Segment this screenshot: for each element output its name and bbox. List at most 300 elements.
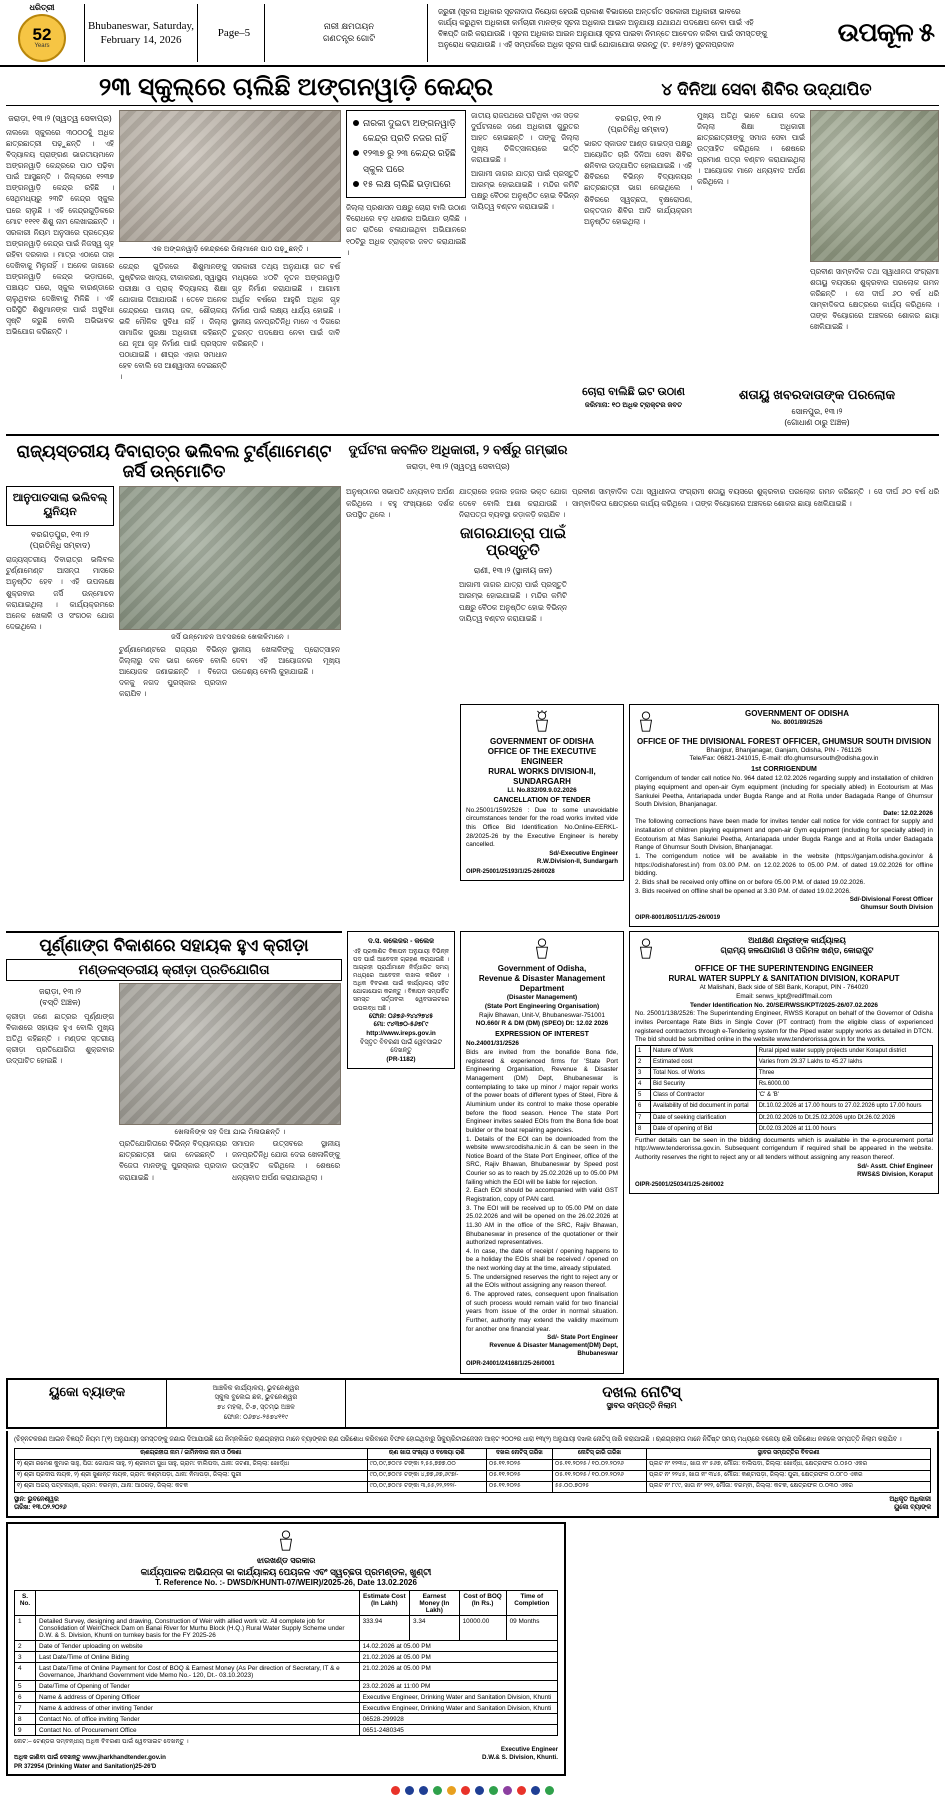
section-page-number: ୫ — [918, 16, 935, 47]
table-cell: ୦୫.୧୧.୨୦୨୫ / ୧୦.୦୨.୨୦୨୬ — [552, 1459, 646, 1470]
table-cell: Last Date/Time of Online Payment for Cost of BOQ & Earnest Money (As Per direction of Secretary, IT & e Governance, Jharkhand Government vide Memo No.- 120, Dt.- 03.10.2023) — [36, 1663, 360, 1681]
ad3-pr: (PR-1182) — [386, 1055, 416, 1063]
ad2-body: Corrigendum of tender call notice No. 964 dated 12.02.2026 regarding supply and installation of children playing equipment and open-air Gym equipment (including for specially abled) in Ecotourism at Mas Sankulei Peetha, Antariapada under Bugda Range and at Rolla under Badagada Range of Ghumsur South Division, Bhanjanagar. — [635, 775, 933, 809]
ad5-sd: Sd/- Asstt. Chief Engineer — [857, 1162, 933, 1170]
story5-sidebox — [6, 486, 114, 699]
ad3-ph1: ଫୋନ: ୦୬୭୬-୨୪୪୨୭୪୫ — [368, 1012, 434, 1020]
table-row — [15, 1725, 558, 1736]
table-cell: 5 — [15, 1681, 36, 1692]
table-cell: Date of Tender uploading on website — [36, 1641, 360, 1652]
story5-side-byline-1: ବରଗଡ଼ପୁର, ୧୩।୨ — [30, 529, 90, 539]
table-row — [636, 1112, 933, 1123]
ad3-body: ଏହି ପ୍ରକାଶିତ ବିଜ୍ଞାପନ ଅନୁଯାୟୀ ବିଭିନ୍ନ ପଦ ପାଇଁ ଆବେଦନ ଗ୍ରହଣ କରାଯାଉଛି । ଆଗ୍ରହୀ ପ୍ରାର୍ଥୀମାନେ ନିର୍ଦ୍ଧାରିତ ସମୟ ମଧ୍ୟରେ ଆବେଦନ ଦାଖଲ କରିବେ । ଅଧିକ ବିବରଣୀ ପାଇଁ କାର୍ଯ୍ୟାଳୟ ସହିତ ଯୋଗାଯୋଗ କରନ୍ତୁ । ବିଜ୍ଞାପନ ସମ୍ପର୍କିତ ସମସ୍ତ ସର୍ତ୍ତାବଳୀ ୱେବସାଇଟରେ ଉପଲବ୍ଧ ଅଛି । — [353, 948, 449, 1012]
story3-headline: ଚୋରା ବାଲିଛି ଇଟ ଉଠାଣ — [582, 386, 685, 399]
table-row — [15, 1481, 931, 1492]
section-title-text: ଉପକୂଳ — [837, 16, 913, 47]
column-2 — [119, 110, 341, 383]
bullet-text: ୧୫ ଲକ୍ଷ ଚାଲିଛି ଭଡ଼ାଘରେ — [363, 178, 451, 189]
ad2-tel: Tele/Fax: 06821-241015, E-mail: dfo.ghumsursouth@odisha.gov.in — [689, 755, 879, 763]
bank-footer-right — [889, 1496, 931, 1512]
ad4-dept: Revenue & Disaster Management Department — [478, 974, 606, 994]
page-number: Page–5 — [204, 4, 265, 62]
ad5-div: RURAL WATER SUPPLY & SANITATION DIVISION, KORAPUT — [668, 974, 900, 984]
ad5-body: No. 25001/138/2526: The Superintending Engineer, RWSS Koraput on behalf of the Governor of Odisha invites Percentage Rate Bids in Single Cover (PT contract) from the eligible class of experienced registered contractors through e-Tendering system for the Piped water supply works as detailed in DTCN. The bid should be submitted online in the website www.tenderorissa.gov.in for the works. — [635, 1010, 933, 1044]
table-cell: 4 — [15, 1663, 36, 1681]
lead-photo — [119, 110, 341, 242]
table-cell: 333.94 — [359, 1616, 409, 1641]
ad3-note: ବିସ୍ତୃତ ବିବରଣୀ ପାଇଁ ୱେବସାଇଟ ଦେଖନ୍ତୁ — [359, 1038, 443, 1055]
table-cell: ପ୍ଲଟ ନଂ ୮୯୯, ଖାତା ନଂ ୨୧୨, ମୌଜା: ବରମ୍ବା, ଜିଲ୍ଲା: କଟକ, କ୍ଷେତ୍ରଫଳ ୦.୦୩୦ ଏକର — [647, 1481, 931, 1492]
story8-byline — [6, 986, 114, 1008]
bank-notice-body-wrap — [6, 1431, 939, 1517]
table-row — [636, 1045, 933, 1056]
ad1-body: No.25001/159/2526 : Due to some unavoidable circumstances tender for the road works invited vide this Office Bid Identification No.Online-EERKL-28/2025-26 by the Executive Engineer is hereby cancelled. — [466, 806, 618, 849]
table-cell: 14.02.2026 at 05.00 PM — [359, 1641, 557, 1652]
masthead-notice — [434, 4, 779, 62]
bullet-text: ୧୨୩୭ ରୁ ୨୩ କେନ୍ଦ୍ର ରହିଛି ସ୍କୁଲ ଘରେ — [363, 148, 456, 174]
bank-branch-4: ଫୋନ: ୦୬୭୪-୨୫୭୪୧୧୯ — [223, 1414, 289, 1422]
ad3-web: http://www.ireps.gov.in — [366, 1029, 436, 1037]
ad5-table — [635, 1045, 933, 1135]
table-column-header: Time of Completion — [506, 1591, 557, 1616]
column-4 — [471, 110, 579, 383]
table-cell: 10000.00 — [459, 1616, 506, 1641]
story4-byline — [695, 406, 939, 428]
table-column-header: Estimate Cost (In Lakh) — [359, 1591, 409, 1616]
story3-sub: ଜରିମାନା: ୧୦ ଅଧିକ ଟ୍ରାକ୍ଟର ଜବତ — [584, 402, 683, 410]
story6-text-a: ଜାତୀୟ ରାଜପଥରେ ଘଟିଥିବା ଏକ ସଡ଼କ ଦୁର୍ଘଟନାରେ ଜଣେ ଅଧିକାରୀ ଗୁରୁତର ଆହତ ହୋଇଛନ୍ତି । ତାଙ୍କୁ ଜିଲ୍ଲା ମୁଖ୍ୟ ଚିକିତ୍ସାଳୟରେ ଭର୍ତ୍ତି କରାଯାଇଛି । — [471, 110, 579, 165]
story8-byline-1: ଜରାଡ଼ା, ୧୩।୨ — [38, 986, 82, 996]
story2-byline — [584, 113, 692, 135]
table-cell: ୧) ଶ୍ରୀ ଅଜୟ ପଟ୍ଟନାୟକ, ଗ୍ରାମ: ବରମ୍ବା, ଥାନା: ଆଠଗଡ଼, ଜିଲ୍ଲା: କଟକ — [15, 1481, 368, 1492]
table-cell: 3 — [636, 1068, 651, 1079]
logo-title: ଧରିତ୍ରୀ — [29, 3, 55, 12]
ad2-sd: Sd/-Divisional Forest Officer — [849, 896, 933, 904]
table-row — [636, 1123, 933, 1134]
color-registration-marks — [0, 1780, 945, 1799]
table-cell: Rs.6000.00 — [756, 1079, 932, 1090]
jharkhand-tender-ad — [6, 1522, 566, 1777]
bullet-dot-icon — [353, 120, 359, 126]
table-column-header: ନୋଟିସ୍ ଜାରି ତାରିଖ — [552, 1448, 646, 1459]
registration-dot — [391, 1786, 400, 1795]
ad5-oipr: OIPR-25001/25034/1/25-26/0002 — [635, 1181, 724, 1188]
table-cell: Contact No. of office inviting Tender — [36, 1714, 360, 1725]
story5-col2: ଟୁର୍ଣ୍ଣାମେଣ୍ଟରେ ରାଜ୍ୟର ବିଭିନ୍ନ ଜିଲ୍ଲାରୁ ଦଳ ଭାଗ ନେବେ ବୋଲି ଆୟୋଜକ ଜଣାଇଛନ୍ତି । ବିଜେତା ଦଳକୁ ନଗଦ ପୁରସ୍କାର ପ୍ରଦାନ କରାଯିବ । — [119, 645, 227, 699]
story2-col2: ମୁଖ୍ୟ ଅତିଥି ଭାବେ ଯୋଗ ଦେଇ ଜିଲ୍ଲା ଶିକ୍ଷା ଅଧିକାରୀ ଛାତ୍ରଛାତ୍ରୀଙ୍କୁ ସମାଜ ସେବା ପାଇଁ ଉତ୍ସାହିତ କରିଥିଲେ । ଶେଷରେ ପ୍ରମାଣ ପତ୍ର ବଣ୍ଟନ କରାଯାଇଥିଲା । ଆୟୋଜକ ମାନେ ଧନ୍ୟବାଦ ଅର୍ପଣ କରିଥିଲେ । — [697, 110, 805, 187]
table-cell: ୫୫.୦୦.୭୦୨୫ — [552, 1481, 646, 1492]
ad1-oipr: OIPR-25001/25193/1/25-26/0028 — [466, 868, 555, 875]
table-cell: 6 — [636, 1101, 651, 1112]
table-cell: 'C' & 'B' — [756, 1090, 932, 1101]
ad4-l3: 3. The EOI will be received up to 05.00 PM on date 25.02.2026 and will be opened on the 26.02.2026 at 11.30 AM in the office of the SRC, Rajiv Bhawan, Bhubaneswar in presence of the quotationer or their authorized representatives. — [466, 1204, 618, 1247]
anniversary-label: Years — [34, 43, 50, 49]
ad4-body: Bids are invited from the bonafide Bona fide, registered & experienced firms for 'State Port Engineering Organisation, Revenue & Disaster Management (DM) Dept, Bhubaneswar is contemplating to take up minor / major repair works of the power boats of different types of Steel, Fibre & Aluminium under its control to make those operable before the flood season. Hence The state Port Engineer invites sealed EOIs from the Bona fide boat builder or the boat repairing agencies. — [466, 1049, 618, 1134]
table-cell: Dt.10.02.2026 at 17.00 hours to 27.02.2026 upto 17.00 hours — [756, 1101, 932, 1112]
table-cell: Executive Engineer, Drinking Water and Sanitation Division, Khunti — [359, 1703, 557, 1714]
lead-byline: ଜରାଡ଼ା, ୧୩।୨ (ସ୍ୱତ୍ୱ ସେବାପ୍ର) — [8, 113, 112, 123]
table-cell: Contact No. of Procurement Office — [36, 1725, 360, 1736]
table-cell: 7 — [636, 1112, 651, 1123]
registration-dot — [489, 1786, 498, 1795]
story8-sub-headline: ମଣ୍ଡଳସ୍ତରୀୟ କ୍ରୀଡ଼ା ପ୍ରତିଯୋଗିତା — [78, 962, 270, 977]
ad1-sd: Sd/-Executive Engineer — [549, 849, 618, 857]
ad-college-wrap — [347, 931, 455, 1373]
table-cell: 3 — [15, 1652, 36, 1663]
emblem-icon — [531, 936, 553, 962]
tender-office: କାର୍ଯ୍ୟପାଳକ ଅଭିଯନ୍ତା କା କାର୍ଯ୍ୟାଳୟ ପେୟଜଳ ଏବଂ ସ୍ୱଚ୍ଛତା ପ୍ରମଣ୍ଡଳ, ଖୁଣ୍ଟୀ — [140, 1566, 432, 1577]
table-cell: ୦୫.୧୧.୨୦୨୫ — [486, 1481, 552, 1492]
story7-headline: ଜାଗରଯାତ୍ରା ପାଇଁ ପ୍ରସ୍ତୁତି — [459, 524, 567, 559]
ad5-top: ଅଧୀକ୍ଷଣ ଯନ୍ତ୍ରୀଙ୍କ କାର୍ଯ୍ୟାଳୟ — [748, 936, 846, 946]
notice-line4: ଅନୁରୋଧ କରାଯାଉଛି । ଏହି ସମ୍ପର୍କରେ ଅଧିକ ସୂଚନା ପାଇଁ ଯୋଗାଯୋଗ କରନ୍ତୁ (ଟ. ୫୧/୫୨) ସୁଚନାପ୍ରଦାନ — [438, 40, 735, 50]
bank-left-col — [8, 1380, 167, 1428]
notice-line3: ବିଜ୍ଞପ୍ତି ଜାରି କରାଯାଉଛି । ସୂଚନା ଅଧିକାର ଆଇନ ଅନୁଯାୟୀ ସୂଚନା ପାଇବା ନିମନ୍ତେ ଆବେଦନ କରିବା ପାଇଁ ସମସ୍ତଙ୍କୁ — [438, 29, 768, 39]
tender-header-row — [15, 1591, 558, 1616]
ad4-addr: Rajiv Bhawan, Unit-V, Bhubaneswar-751001 — [479, 1011, 605, 1019]
story5-headline: ରାଜ୍ୟସ୍ତରୀୟ ଦିବାରାତ୍ର ଭଲିବଲ ଟୁର୍ଣ୍ଣାମେଣ୍ଟ ଜର୍ସି ଉନ୍ମୋଚିତ — [16, 442, 332, 481]
table-cell: 4 — [636, 1079, 651, 1090]
table-cell: 7 — [15, 1703, 36, 1714]
table-row — [15, 1703, 558, 1714]
table-column-header: Earnest Money (In Lakh) — [410, 1591, 460, 1616]
ad2-body2: The following corrections have been made for invites tender call notice for vide contract for supply and installation of children playing equipment and open-air Gym equipment (including for specially abled) in Ecotourism at Mas Sankulei Peetha, Antariapada under Bugda Range and at Rolla under Badagada Range of Ghumsur South Division, Bhanjanagar. — [635, 818, 933, 852]
table-row — [15, 1459, 931, 1470]
bank-logo: ୟୁକୋ ବ୍ୟାଙ୍କ — [48, 1383, 126, 1399]
ad4-sd2: Revenue & Disaster Management(DM) Dept, Bhubaneswar — [489, 1342, 618, 1358]
table-cell: 21.02.2026 at 05.00 PM — [359, 1652, 557, 1663]
story4-extra: ପ୍ରବୀଣ ସାମ୍ବାଦିକ ତଥା ସ୍ୱାଧୀନତା ସଂଗ୍ରାମୀ ଶତାୟୁ ବୟସରେ ଶୁକ୍ରବାର ପରଲୋକ ଗମନ କରିଛନ୍ତି । ସେ ଦୀର୍ଘ ୬୦ ବର୍ଷ ଧରି ସାମ୍ବାଦିକତା କ୍ଷେତ୍ରରେ କାର୍ଯ୍ୟ କରିଥିଲେ । ତାଙ୍କ ବିୟୋଗରେ ଅଞ୍ଚଳରେ ଶୋକର ଛାୟା ଖେଳିଯାଇଛି । — [572, 487, 939, 508]
masthead — [0, 0, 945, 67]
emblem-icon — [635, 709, 657, 735]
bullet-dot-icon — [353, 150, 359, 156]
story5-col4-wrap — [346, 486, 454, 699]
story5-side-byline-2: (ପ୍ରତିନିଧି ସମ୍ବାଦ) — [29, 541, 91, 551]
emblem-icon — [531, 709, 553, 735]
table-cell: Three — [756, 1068, 932, 1079]
table-cell: 8 — [15, 1714, 36, 1725]
story2-byline-1: ବରଗଡ଼, ୧୩।୨ — [614, 113, 662, 123]
story8-col2: ପ୍ରତିଯୋଗିତାରେ ବିଭିନ୍ନ ବିଦ୍ୟାଳୟର ଛାତ୍ରଛାତ୍ରୀ ଭାଗ ନେଇଛନ୍ତି । ବିଜେତା ମାନଙ୍କୁ ପୁରସ୍କାର ପ୍ରଦାନ କରାଯାଇଛି । — [119, 1139, 227, 1182]
bank-notice-title: ଦଖଲ ନୋଟିସ୍ — [602, 1383, 681, 1401]
ad4-l4: 4. In case, the date of receipt / opening happens to be a holiday the EOIs shall be received / opened on the next working day at the time, already stipulated. — [466, 1247, 618, 1273]
table-cell: ୦୫.୧୧.୨୦୨୫ — [486, 1470, 552, 1481]
ads-upper-right — [572, 486, 939, 699]
ad1-sd2: R.W.Division-II, Sundargarh — [536, 857, 618, 865]
table-cell: ପ୍ଲଟ ନଂ ୨୨୪୫, ଖାତା ନଂ ୩୪୫, ମୌଜା: କଣ୍ଟାପଡ଼ା, ଜିଲ୍ଲା: ପୁରୀ, କ୍ଷେତ୍ରଫଳ ୦.୦୮୦ ଏକର — [647, 1470, 931, 1481]
ad-port-eoi — [460, 931, 624, 1373]
table-row — [15, 1681, 558, 1692]
table-cell: ପ୍ଲଟ ନଂ ୧୨୩୪, ଖାତା ନଂ ୫୬୭, ମୌଜା: ବାଲିପଦା, ଜିଲ୍ଲା: ଖୋର୍ଦ୍ଧା, କ୍ଷେତ୍ରଫଳ ୦.୦୫୦ ଏକର — [647, 1459, 931, 1470]
column-6 — [697, 110, 805, 383]
tagline-line2: ଗଣତନ୍ତ୍ର ଗୋଟି — [322, 32, 376, 43]
table-cell: ୯୦,୦୯,୭୦୯୫ ଟଙ୍କା ୨,୫୫,୭୭୭.୦୦ — [367, 1459, 486, 1470]
table-cell: Availability of bid document in portal — [651, 1101, 757, 1112]
table-column-header: ଋଣଗ୍ରହୀତା ନାମ / ଜାମିନଦାର ନାମ ଓ ଠିକଣା — [15, 1448, 368, 1459]
table-row — [15, 1470, 931, 1481]
tender-note: ନୋଟ:– ଟେଣ୍ଡର ସମ୍ବନ୍ଧୀୟ ଅଧିକ ବିବରଣୀ ପାଇଁ ୱେବସାଇଟ ଦେଖନ୍ତୁ । — [14, 1738, 189, 1746]
ad4-sd: Sd/- State Port Engineer — [547, 1334, 618, 1342]
ad1-ll: Ll. No.832/09.9.02.2026 — [507, 786, 577, 794]
table-cell: 9 — [15, 1725, 36, 1736]
tender-sign — [482, 1746, 558, 1762]
table-row — [636, 1090, 933, 1101]
table-cell: Name & address of other inviting Tender — [36, 1703, 360, 1714]
emblem-icon — [275, 1528, 297, 1554]
story4-col1: ପ୍ରବୀଣ ସାମ୍ବାଦିକ ତଥା ସ୍ୱାଧୀନତା ସଂଗ୍ରାମୀ ଶତାୟୁ ବୟସରେ ଶୁକ୍ରବାର ପରଲୋକ ଗମନ କରିଛନ୍ତି । ସେ ଦୀର୍ଘ ୬୦ ବର୍ଷ ଧରି ସାମ୍ବାଦିକତା କ୍ଷେତ୍ରରେ କାର୍ଯ୍ୟ କରିଥିଲେ । ତାଙ୍କ ବିୟୋଗରେ ଅଞ୍ଚଳରେ ଶୋକର ଛାୟା ଖେଳିଯାଇଛି । — [810, 266, 939, 332]
anniversary-number: 52 — [32, 25, 52, 44]
tender-table-body — [15, 1616, 558, 1736]
table-cell: 06528-299928 — [359, 1714, 557, 1725]
table-row — [15, 1692, 558, 1703]
story2-photo — [810, 110, 939, 262]
ad5-office: OFFICE OF THE SUPERINTENDING ENGINEER — [694, 964, 874, 974]
story5-photo — [119, 486, 341, 630]
table-column-header: S. No. — [15, 1591, 36, 1616]
ad-forest-corrigendum — [629, 704, 939, 928]
ad-rwss-wrap — [629, 931, 939, 1373]
bank-table-head — [15, 1448, 931, 1459]
tender-table — [14, 1590, 558, 1736]
story5-side-text: ରାଜ୍ୟସ୍ତରୀୟ ଦିବାରାତ୍ର ଭଲିବଲ ଟୁର୍ଣ୍ଣାମେଣ୍ଟ ଆସନ୍ତା ମାସରେ ଅନୁଷ୍ଠିତ ହେବ । ଏହି ଉପଲକ୍ଷେ ଶୁକ୍ରବାର ଜର୍ସି ଉନ୍ମୋଚନ କରାଯାଇଥିଲା । କାର୍ଯ୍ୟକ୍ରମରେ ଅନେକ ଖେଳାଳି ଓ ସଂଗଠକ ଯୋଗ ଦେଇଥିଲେ । — [6, 555, 114, 631]
lead-extra-text: ଜିଲ୍ଲା ପ୍ରଶାସନ ପକ୍ଷରୁ ଚୋରା ବାଲି ଉଠାଣ ବିରୋଧରେ ବଡ଼ ଧରଣର ଅଭିଯାନ ଚାଲିଛି । ଗତ ରାତିରେ ଚଳାଯାଇଥିବା ଅଭିଯାନରେ ୧୦ଟିରୁ ଅଧିକ ଟ୍ରାକ୍ଟର ଜବତ କରାଯାଇଛି । — [346, 203, 466, 257]
ad2-office: OFFICE OF THE DIVISIONAL FOREST OFFICER, GHUMSUR SOUTH DIVISION — [636, 736, 932, 746]
story7-col-wrap — [459, 486, 567, 699]
table-cell: 2 — [636, 1057, 651, 1068]
table-cell: Bid Security — [651, 1079, 757, 1090]
bank-branch-2: ସ୍କୁଲ ବୁଲେଇ ଛକ, ଭୁବନେଶ୍ୱର — [214, 1394, 298, 1402]
story6-byline: ଜରାଡ଼ା, ୧୩।୨ (ସ୍ୱତ୍ୱ ସେବାପ୍ର) — [406, 461, 510, 471]
ad4-gov: Government of Odisha, — [497, 964, 587, 974]
ad4-l5: 5. The undersigned reserves the right to reject any or all the EOIs without assigning any reason thereof. — [466, 1273, 618, 1290]
table-cell: 09 Months — [506, 1616, 557, 1641]
table-cell: 8 — [636, 1123, 651, 1134]
table-cell: ୦୫.୧୧.୨୦୨୫ / ୧୦.୦୨.୨୦୨୬ — [552, 1470, 646, 1481]
table-column-header: ସ୍ଥାବର ସମ୍ପତ୍ତିର ବିବରଣୀ — [647, 1448, 931, 1459]
masthead-tagline — [271, 4, 428, 62]
story4-byline-1: ସୋନପୁର, ୧୩।୨ — [791, 406, 843, 416]
table-cell: 5 — [636, 1090, 651, 1101]
publication-logo — [6, 4, 78, 62]
ad2-dateline: Date: 12.02.2026 — [883, 809, 933, 817]
ad5-sd2: RWS&S Division, Koraput — [857, 1170, 933, 1178]
table-cell: 6 — [15, 1692, 36, 1703]
table-cell: Last Date/Time of Online Biding — [36, 1652, 360, 1663]
ad5-top2: ଗ୍ରାମ୍ୟ ଜଳଯୋଗାଣ ଓ ପରିମଳ ଖଣ୍ଡ, କୋରାପୁଟ — [720, 946, 874, 956]
table-cell: Dt.20.02.2026 to Dt.25.02.2026 upto Dt.26.02.2026 — [756, 1112, 932, 1123]
table-cell: Dt.02.03.2026 at 11.00 hours — [756, 1123, 932, 1134]
table-cell: ୧) ଶ୍ରୀ ରମେଶ କୁମାର ସାହୁ, ପିତା: ଗୋପାଳ ସାହୁ, ୨) ଶ୍ରୀମତୀ ସୁଧା ସାହୁ, ଗ୍ରାମ: ବାଲିପଦା, ଥାନା: ଜଟଣୀ, ଜିଲ୍ଲା: ଖୋର୍ଦ୍ଧା — [15, 1459, 368, 1470]
lead-photo-caption: ଏକ ଅଙ୍ଗନୱାଡ଼ି କେନ୍ଦ୍ରରେ ପିଲାମାନେ ପାଠ ପଢ଼ୁଛନ୍ତି । — [151, 243, 309, 253]
bank-branch — [167, 1380, 346, 1428]
place-date — [84, 4, 198, 62]
tender-sd: Executive Engineer — [500, 1746, 558, 1754]
anniversary-badge — [18, 14, 66, 62]
lead-col3: ସରକାରୀ ତଥ୍ୟ ଅନୁଯାୟୀ ଗତ ବର୍ଷ ମଧ୍ୟରେ ୪୦ଟି ନୂତନ ଅଙ୍ଗନୱାଡ଼ି ଗୃହ ନିର୍ମାଣ କରାଯାଇଛି । ଆଗାମୀ ଆର୍ଥିକ ବର୍ଷରେ ଆହୁରି ଅଧିକ ଗୃହ ନିର୍ମାଣ ପାଇଁ ଲକ୍ଷ୍ୟ ଧାର୍ଯ୍ୟ ହୋଇଛି । ସ୍ଥାନୀୟ ଜନପ୍ରତିନିଧି ମାନେ ଏ ଦିଗରେ ତୁରନ୍ତ ପଦକ୍ଷେପ ନେବା ପାଇଁ ଦାବି କରିଛନ୍ତି । — [232, 261, 340, 349]
registration-dot — [545, 1786, 554, 1795]
story8-col1: କ୍ରୀଡ଼ା ଜଣେ ଛାତ୍ରର ପୂର୍ଣ୍ଣାଙ୍ଗ ବିକାଶରେ ସହାୟକ ହୁଏ ବୋଲି ମୁଖ୍ୟ ଅତିଥି କହିଛନ୍ତି । ମଣ୍ଡଳ ସ୍ତରୀୟ କ୍ରୀଡ଼ା ପ୍ରତିଯୋଗିତା ଶୁକ୍ରବାର ଉଦ୍‌ଘାଟିତ ହୋଇଛି । — [6, 1011, 114, 1066]
story8-photo — [119, 983, 341, 1125]
tender-sd2: D.W.& S. Division, Khunti. — [482, 1754, 558, 1762]
story5-side-head: ଆନୁପାତସାଲା ଭଲିବଲ୍ ୟୁନିୟନ — [12, 492, 108, 519]
table-cell: 0651-2480345 — [359, 1725, 557, 1736]
main-content — [0, 106, 945, 383]
ad1-title: CANCELLATION OF TENDER — [493, 797, 591, 805]
story5-side-byline — [6, 529, 114, 551]
registration-dot — [531, 1786, 540, 1795]
story5-photo-caption: ଜର୍ସି ଉନ୍ମୋଚନ ଅବସରରେ ଖେଳାଳିମାନେ । — [170, 632, 290, 642]
bullet-text: ନାରକୀ ଦୁଇଟା ଅଙ୍ଗନୱାଡ଼ି କେନ୍ଦ୍ର ପ୍ରତି ନଜର ନାହିଁ — [363, 117, 456, 144]
table-cell: 1 — [15, 1616, 36, 1641]
table-column-header: ଦଖଲ ନୋଟିସ୍ ତାରିଖ — [486, 1448, 552, 1459]
bank-footer-place: ସ୍ଥାନ: ଭୁବନେଶ୍ୱର — [14, 1495, 59, 1503]
ad4-l2: 2. Each EOI should be accompanied with valid GST Registration, copy of PAN card. — [466, 1187, 618, 1203]
key-points-box — [346, 110, 466, 198]
ad2-oipr: OIPR-8001/80511/1/25-26/0019 — [635, 915, 721, 922]
ad2-sd2: Ghumsur South Division — [860, 904, 933, 912]
table-column-header — [36, 1591, 360, 1616]
column-1 — [6, 110, 114, 383]
table-cell: ୯୦,୦୯,୭୦୯୫ ଟଙ୍କା ୪,୭୭,୬୭,୬୯୭/- — [367, 1470, 486, 1481]
story2-col1: ଭାରତ ସ୍କାଉଟ ଆଣ୍ଡ ଗାଇଡ୍ସ ପକ୍ଷରୁ ଆୟୋଜିତ ଚାରି ଦିନିଆ ସେବା ଶିବିର ଶନିବାର ଉଦ୍‌ଯାପିତ ହୋଇଯାଇଛି । ଏହି ଶିବିରରେ ବିଭିନ୍ନ ବିଦ୍ୟାଳୟର ଛାତ୍ରଛାତ୍ରୀ ଭାଗ ନେଇଥିଲେ । ଶିବିରରେ ସ୍ୱଚ୍ଛତା, ବୃକ୍ଷରୋପଣ, ରକ୍ତଦାନ ଶିବିର ଆଦି କାର୍ଯ୍ୟକ୍ରମ ଅନୁଷ୍ଠିତ ହୋଇଥିଲା । — [584, 139, 692, 226]
story4-byline-2: (ଗୋଧାଣ ଠାରୁ ଅଞ୍ଚଳ) — [784, 418, 850, 428]
ad3-ph2: ମୋ: ୯୪୩୭୦-୫୬୭୮୯ — [373, 1021, 429, 1029]
ad2-title: 1st CORRIGENDUM — [751, 765, 817, 773]
ad4-l1: 1. Details of the EOI can be downloaded from the website www.srcodisha.nic.in & can be seen in the Notice Board of the State Port Engineer, office of the SRC, Rajiv Bhawan, Bhubaneswar by Speed post Courier so as to reach by 25.02.2026 up to 05.00 PM failing which the EOI will be liable for rejection. — [466, 1135, 618, 1186]
bank-footer-officer: ଅଧିକୃତ ଅଧିକାରୀ — [889, 1495, 931, 1503]
ad-port-wrap — [460, 931, 624, 1373]
bullet-item — [353, 177, 459, 192]
tender-gov: ଝାରଖଣ୍ଡ ସରକାର — [256, 1555, 316, 1565]
bank-footer-left — [14, 1496, 67, 1512]
story2-headline: ୪ ଦିନିଆ ସେବା ଶିବିର ଉଦ୍‌ଯାପିତ — [661, 80, 872, 100]
table-column-header: Cost of BOQ (In Rs.) — [459, 1591, 506, 1616]
bullet-item — [353, 116, 459, 147]
table-row — [15, 1616, 558, 1641]
story8-byline-2: (ବସ୍ତି ଅଞ୍ଚଳ) — [39, 997, 81, 1007]
table-cell: Varies from 29.37 Lakhs to 45.27 lakhs — [756, 1057, 932, 1068]
ad4-oipr: OIPR-24001/24168/1/25-26/0001 — [466, 1361, 555, 1368]
table-cell: 3.34 — [410, 1616, 460, 1641]
bank-table-header-row — [15, 1448, 931, 1459]
ad2-l1: 1. The corrigendum notice will be available in the website (https://ganjam.odisha.gov.in/or & https://odishaforest.in/) from 03.00 P.M. on 12.02.2026 to 05.00 P.M. of dated 19.02.2026 for offline bidding. — [635, 853, 933, 878]
registration-dot — [419, 1786, 428, 1795]
ad2-no: No. 8001/89/2526 — [771, 718, 823, 726]
bank-branch-3: ୭୪ ମହଲା, ଟି-୭, ସ୍ତମ୍ଭ ଅଞ୍ଚଳ — [217, 1404, 295, 1412]
story8-photo-caption: ଖେଳାଳିଙ୍କ ସହ ଦିଆ ଯାଇ ମିଳାଉଛନ୍ତି । — [174, 1126, 286, 1136]
story5-photo-col — [119, 486, 341, 699]
table-row — [15, 1663, 558, 1681]
story7-text-b: ଆଗାମୀ ଜାଗର ଯାତ୍ରା ପାଇଁ ପ୍ରସ୍ତୁତି ଆରମ୍ଭ ହୋଇଯାଇଛି । ମନ୍ଦିର କମିଟି ପକ୍ଷରୁ ବୈଠକ ଅନୁଷ୍ଠିତ ହୋଇ ବିଭିନ୍ନ ଦାୟିତ୍ୱ ବଣ୍ଟନ କରାଯାଇଛି । — [459, 580, 567, 623]
bullet-item — [353, 146, 459, 177]
table-cell: Rural piped water supply projects under Koraput district — [756, 1045, 932, 1056]
column-3 — [346, 110, 466, 383]
table-cell: Name & address of Opening Officer — [36, 1692, 360, 1703]
table-row — [636, 1101, 933, 1112]
ad4-no: NO.660/ R & DM (DM) (SPEO) Dt: 12.02 2026 — [475, 1020, 609, 1028]
table-cell: Nature of Work — [651, 1045, 757, 1056]
story8-col3: ସମାପନ ଉତ୍ସବରେ ସ୍ଥାନୀୟ ଜନପ୍ରତିନିଧି ଯୋଗ ଦେଇ ଖେଳାଳିଙ୍କୁ ଉତ୍ସାହିତ କରିଥିଲେ । ଶେଷରେ ଧନ୍ୟବାଦ ଅର୍ପଣ କରାଯାଇଥିଲା । — [232, 1139, 340, 1182]
ad-rwd-sundargarh — [460, 704, 624, 882]
ad-college — [347, 931, 455, 1069]
ad4-dept2: (Disaster Management) — [506, 994, 578, 1002]
table-cell: 21.02.2026 at 05.00 PM — [359, 1663, 557, 1681]
bullet-dot-icon — [353, 181, 359, 187]
story8-headline: ପୂର୍ଣ୍ଣାଙ୍ଗ ବିକାଶରେ ସହାୟକ ହୁଏ କ୍ରୀଡ଼ା — [39, 936, 309, 956]
registration-dot — [475, 1786, 484, 1795]
column-5 — [584, 110, 692, 383]
story2-byline-2: (ପ୍ରତିନିଧି ସମ୍ବାଦ) — [607, 124, 669, 134]
ad4-l6: 6. The approved rates, consequent upon finalisation of such process would remain valid for two financial years from issue of the order in normal situation. Further, authority may extend the validity maximum for another one financial year. — [466, 1291, 618, 1333]
notice-line1: ଜରୁରୀ (ସୂଚନା ଅଧିକାର ସୂଚନାଦାତା ନିୟୋଗ ହେଉଛି ପ୍ରକାଶ ବିଭାଗରେ ଅନ୍ତର୍ଗତ ସରକାରୀ ଅଧିକାରୀ ଭାବରେ — [438, 7, 741, 16]
ad5-addr: At Malishahi, Back side of SBI Bank, Koraput, PIN - 764020 — [699, 984, 869, 992]
table-cell: Estimated cost — [651, 1057, 757, 1068]
lead-col2: କେନ୍ଦ୍ର ଗୁଡ଼ିକରେ ଶିଶୁମାନଙ୍କୁ ପୁଷ୍ଟିକର ଖାଦ୍ୟ, ଟୀକାକରଣ, ସ୍ୱାସ୍ଥ୍ୟ ପରୀକ୍ଷା ଓ ପ୍ରାକ୍ ବିଦ୍ୟାଳୟ ଶିକ୍ଷା ଯୋଗାଇ ଦିଆଯାଉଛି । ତେବେ ଅନେକ କେନ୍ଦ୍ରରେ ପାନୀୟ ଜଳ, ଶୌଚାଳୟ ଭଳି ମୌଳିକ ସୁବିଧା ନାହିଁ । ଜିଲ୍ଲା ସାମାଜିକ ସୁରକ୍ଷା ଅଧିକାରୀ କହିଛନ୍ତି ଯେ ନୂଆ ଗୃହ ନିର୍ମାଣ ପାଇଁ ପ୍ରସ୍ତାବ ପଠାଯାଇଛି । ଶୀଘ୍ର ଏହାର ସମାଧାନ ହେବ ବୋଲି ସେ ଆଶ୍ୱାସନା ଦେଇଛନ୍ତି । — [119, 261, 227, 382]
bank-notice-body: (ଚିହ୍ନଟକରଣ ଆଇନ ବିଜ୍ଞପ୍ତି ନିୟମ ୮(୧) ଅନୁଯାୟୀ) ସମସ୍ତଙ୍କୁ ଜଣାଇ ଦିଆଯାଉଛି ଯେ ନିମ୍ନଲିଖିତ ଋଣଗ୍ରହୀତା ମାନେ ବ୍ୟାଙ୍କର ଋଣ ପରିଶୋଧ କରିବାରେ ବିଫଳ ହୋଇଥିବାରୁ ସିକ୍ୟୁରିଟାଇଜେସନ ଆକ୍ଟ ୨୦୦୨ର ଧାରା ୧୩(୨) ଅନୁଯାୟୀ ଦଖଲ ନୋଟିସ୍ ଜାରି କରାଯାଇଛି । ଋଣଗ୍ରହୀତା ମାନେ ନିର୍ଦ୍ଦିଷ୍ଟ ସମୟ ମଧ୍ୟରେ ବକେୟା ରାଶି ପରିଶୋଧ ନକଲେ ସମ୍ପତ୍ତି ନିଲାମ କରାଯିବ । — [14, 1436, 902, 1444]
story5-col3: ସ୍ଥାନୀୟ ଖେଳାଳିଙ୍କୁ ପ୍ରୋତ୍ସାହନ ଦେବା ଏହି ଆୟୋଜନର ମୂଖ୍ୟ ଉଦ୍ଦେଶ୍ୟ ବୋଲି କୁହାଯାଇଛି । — [232, 645, 340, 677]
ad5-email: Email: senws_kpt@rediffmail.com — [736, 993, 832, 1001]
ad5-note: Further details can be seen in the bidding documents which is available in the e-procurement portal http://www.tenderorissa.gov.in. Subsequent corrigendum if required shall be appeared in the website. Authority reserves the right to reject any or all tenders without assigning any reason thereof. — [635, 1136, 933, 1161]
table-cell: Total Nos. of Works — [651, 1068, 757, 1079]
ad1-office: OFFICE OF THE EXECUTIVE ENGINEER — [487, 746, 597, 766]
table-row — [15, 1714, 558, 1725]
date: February 14, 2026 — [100, 33, 182, 46]
section-title — [785, 4, 939, 62]
bank-footer-bank: ୟୁକୋ ବ୍ୟାଙ୍କ — [894, 1503, 931, 1511]
table-column-header: ଋଣ ଖାତା ସଂଖ୍ୟା ଓ ବକେୟା ରାଶି — [367, 1448, 486, 1459]
registration-dot — [447, 1786, 456, 1795]
table-cell: Date/Time of Opening of Tender — [36, 1681, 360, 1692]
tender-pr: PR 372954 (Drinking Water and Sanitation)25-26'D — [14, 1764, 157, 1771]
tender-ref: T. Reference No. :- DWSD/KHUNTI-07/WEIR)/2025-26, Date 13.02.2026 — [155, 1578, 417, 1588]
bank-possession-notice — [6, 1378, 939, 1430]
table-row — [15, 1652, 558, 1663]
ad4-org: (State Port Engineering Organisation) — [484, 1003, 600, 1011]
bank-branch-1: ଆଞ୍ଚଳିକ କାର୍ଯ୍ୟାଳୟ, ଭୁବନେଶ୍ୱର — [212, 1384, 300, 1392]
story6-headline: ଦୁର୍ଘଟନା କବଳିତ ଅଧିକାରୀ, ୨ ବର୍ଷରୁ ଗମ୍ଭୀର — [348, 442, 568, 458]
story7-byline: ରାଣୀ, ୧୩।୨ (ସ୍ଥାନୀୟ ଜନ) — [473, 566, 553, 576]
column-7 — [810, 110, 939, 383]
bank-table-body — [15, 1459, 931, 1492]
table-cell: ୧) ଶ୍ରୀ ପ୍ରଦୀପ ନାୟକ, ୨) ଶ୍ରୀ ସୁଶାନ୍ତ ନାୟକ, ଗ୍ରାମ: କଣ୍ଟାପଡ଼ା, ଥାନା: ନିମାପଡ଼ା, ଜିଲ୍ଲା: ପୁରୀ — [15, 1470, 368, 1481]
table-cell: Date of seeking clarification — [651, 1112, 757, 1123]
ad2-l2: 2. Bids shall be received only offline on or before 05.00 P.M. of dated 19.02.2026. — [635, 878, 865, 886]
bank-footer-date: ତାରିଖ: ୧୩.୦୨.୨୦୨୬ — [14, 1503, 67, 1511]
table-cell: 2 — [15, 1641, 36, 1652]
notice-line2: କାର୍ଯ୍ୟ କରୁଥିବା ଅଧିକାରୀ କର୍ମଚାରୀ ମାନଙ୍କ ସୂଚନା ଅଧିକାର ଆଇନ ଅନୁଯାୟୀ ଯଥାଯଥ ପଦକ୍ଷେପ ନେବା ପାଇଁ ଏହି — [438, 18, 754, 28]
story4-headline: ଶତାୟୁ ଖବରଦାତାଙ୍କ ପରଲୋକ — [738, 387, 896, 403]
ad2-gov: GOVERNMENT OF ODISHA — [744, 708, 849, 718]
tender-web: ଅଧିକ ଜାଣିବା ପାଇଁ ଦେଖନ୍ତୁ www.jharkhandtender.gov.in — [14, 1754, 166, 1762]
table-cell: 23.02.2026 at 11:00 PM — [359, 1681, 557, 1692]
registration-dot — [405, 1786, 414, 1795]
ad1-gov: GOVERNMENT OF ODISHA — [489, 736, 594, 746]
story7-text-a: ଆଗାମୀ ଜାଗର ଯାତ୍ରା ପାଇଁ ପ୍ରସ୍ତୁତି ଆରମ୍ଭ ହୋଇଯାଇଛି । ମନ୍ଦିର କମିଟି ପକ୍ଷରୁ ବୈଠକ ଅନୁଷ୍ଠିତ ହୋଇ ବିଭିନ୍ନ ଦାୟିତ୍ୱ ବଣ୍ଟନ କରାଯାଇଛି । — [471, 169, 579, 212]
lead-col1: ନାଲକୋ ସ୍କୁଲରେ ୩୦୦୦ହୁଁ ଅଧିକ ଛାତ୍ରଛାତ୍ରୀ ପଢ଼ୁଛନ୍ତି । ଏହି ବିଦ୍ୟାଳୟ ପ୍ରାଙ୍ଗଣ ଭାରତୀୟମାନେ ଅଙ୍ଗନୱାଡ଼ି କେନ୍ଦ୍ରରେ ପାଠ ପଢ଼ିବା ପାଇଁ ଆସୁଛନ୍ତି । ଜିଲ୍ଲାରେ ୧୨୩୭ ଅଙ୍ଗନୱାଡ଼ି କେନ୍ଦ୍ର ରହିଛି । ସେଥିମଧ୍ୟରୁ ୨୩ଟି କେନ୍ଦ୍ର ସ୍କୁଲ ଘରେ ଚାଲୁଛି । ଏହି କେନ୍ଦ୍ରଗୁଡ଼ିକରେ ମୋଟ ୧୧୧୧ ଶିଶୁ ନାମ ଲେଖାଇଛନ୍ତି । ସରକାରୀ ନିୟମ ଅନୁସାରେ ପ୍ରତ୍ୟେକ ଅଙ୍ଗନୱାଡ଼ି କେନ୍ଦ୍ର ପାଇଁ ନିଜସ୍ୱ ଗୃହ ରହିବା ଦରକାର । ମାତ୍ର ଏଠାରେ ତାହା ଦେଖିବାକୁ ମିଳୁନାହିଁ । ଅନେକ ଜାଗାରେ ଅଙ୍ଗନୱାଡ଼ି କେନ୍ଦ୍ର ଭଡ଼ାଘରେ, ପଞ୍ଚାୟତ ଘରେ, ସ୍କୁଲ ବାରଣ୍ଡାରେ ଚାଲୁଥିବାର ଦେଖିବାକୁ ମିଳିଛି । ଏହି ପରିସ୍ଥିତି ଶିଶୁମାନଙ୍କ ପାଇଁ ଅସୁବିଧା ସୃଷ୍ଟି କରୁଛି ବୋଲି ଅଭିଭାବକ ଅଭିଯୋଗ କରିଛନ୍ତି । — [6, 127, 114, 337]
table-cell: Date of opening of Bid — [651, 1123, 757, 1134]
table-cell: 1 — [636, 1045, 651, 1056]
tagline-line1: ନାରୀ କ୍ଷମତାୟନ — [323, 21, 375, 32]
ad2-addr: Bhanjpur, Bhanjanagar, Ganjam, Odisha, PIN - 761126 — [706, 746, 862, 754]
place: Bhubaneswar, Saturday, — [87, 19, 195, 32]
table-cell: Executive Engineer, Drinking Water and Sanitation Division, Khunti — [359, 1692, 557, 1703]
ad4-title: EXPRESSION OF INTEREST — [495, 1031, 589, 1039]
table-cell: Detailed Survey, designing and drawing, Construction of Weir with allied work viz. All complete job for Consolidation of Weir/Check Dam on Banai River for Murhu Block (H.Q.) Rural Water Supply Scheme under D.W. & S. Division, Khunti on turnkey basis for the FY 2025-26 — [36, 1616, 360, 1641]
ad5-table-body — [636, 1045, 933, 1134]
tender-table-head — [15, 1591, 558, 1616]
ad1-div: RURAL WORKS DIVISION-II, SUNDARGARH — [488, 766, 596, 786]
emblem-icon — [635, 936, 657, 962]
